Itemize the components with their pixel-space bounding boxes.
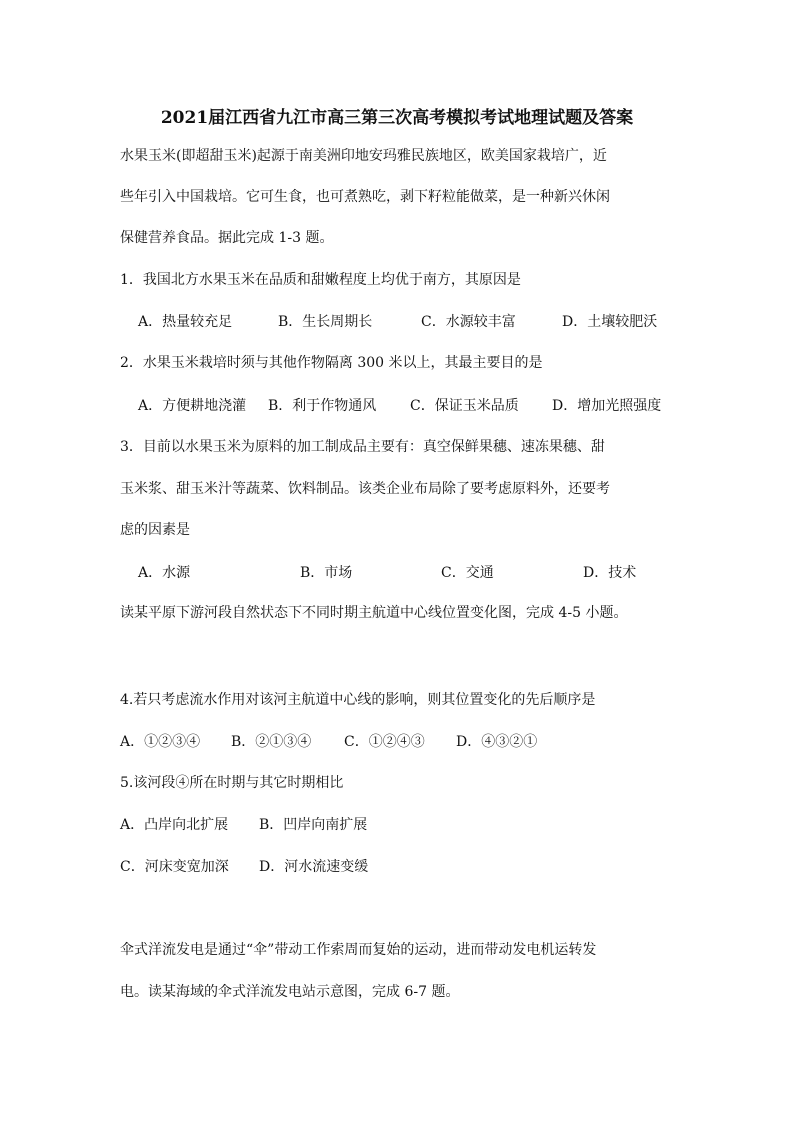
question-4-stem: 4.若只考虑流水作用对该河主航道中心线的影响，则其位置变化的先后顺序是 (120, 692, 596, 708)
section-intro-4-5: 读某平原下游河段自然状态下不同时期主航道中心线位置变化图，完成 4-5 小题。 (120, 605, 628, 621)
section-intro-6-7-line: 电。读某海域的伞式洋流发电站示意图，完成 6-7 题。 (120, 984, 460, 1000)
question-5-option-a: A．凸岸向北扩展 (120, 817, 229, 833)
question-5-option-b: B．凹岸向南扩展 (259, 817, 368, 833)
question-2-option-b: B．利于作物通风 (268, 398, 377, 414)
question-2-option-d: D．增加光照强度 (552, 398, 662, 414)
question-2-option-a: A．方便耕地浇灌 (138, 398, 247, 414)
intro-paragraph-line: 些年引入中国栽培。它可生食，也可煮熟吃，剥下籽粒能做菜，是一种新兴休闲 (120, 189, 610, 205)
question-1-option-d: D．土壤较肥沃 (562, 314, 658, 330)
question-5-option-c: C．河床变宽加深 (120, 859, 229, 875)
question-1-option-c: C．水源较丰富 (421, 314, 516, 330)
question-1-stem: 1．我国北方水果玉米在品质和甜嫩程度上均优于南方，其原因是 (120, 272, 521, 288)
question-3-stem-line: 虑的因素是 (120, 522, 190, 538)
question-3-option-a: A．水源 (138, 565, 191, 581)
question-3-stem-line: 3．目前以水果玉米为原料的加工制成品主要有：真空保鲜果穗、速冻果穗、甜 (120, 439, 605, 455)
section-intro-6-7-line: 伞式洋流发电是通过“伞”带动工作索周而复始的运动，进而带动发电机运转发 (120, 942, 597, 958)
question-3-option-d: D．技术 (583, 565, 637, 581)
question-3-stem-line: 玉米浆、甜玉米汁等蔬菜、饮料制品。该类企业布局除了要考虑原料外，还要考 (120, 481, 610, 497)
question-4-option-c: C．①②④③ (344, 734, 425, 750)
question-5-stem: 5.该河段④所在时期与其它时期相比 (120, 775, 344, 791)
question-4-option-a: A．①②③④ (120, 734, 201, 750)
question-5-option-d: D．河水流速变缓 (259, 859, 369, 875)
question-4-option-d: D．④③②① (456, 734, 538, 750)
intro-paragraph-line: 保健营养食品。据此完成 1-3 题。 (120, 230, 334, 246)
question-2-stem: 2．水果玉米栽培时须与其他作物隔离 300 米以上，其最主要目的是 (120, 355, 543, 371)
question-3-option-b: B．市场 (300, 565, 353, 581)
intro-paragraph-line: 水果玉米(即超甜玉米)起源于南美洲印地安玛雅民族地区，欧美国家栽培广，近 (120, 148, 607, 164)
question-1-option-b: B．生长周期长 (278, 314, 373, 330)
question-4-option-b: B．②①③④ (231, 734, 312, 750)
question-1-option-a: A．热量较充足 (138, 314, 233, 330)
question-3-option-c: C．交通 (441, 565, 494, 581)
question-2-option-c: C．保证玉米品质 (410, 398, 519, 414)
page-title: 2021届江西省九江市高三第三次高考模拟考试地理试题及答案 (160, 108, 634, 128)
